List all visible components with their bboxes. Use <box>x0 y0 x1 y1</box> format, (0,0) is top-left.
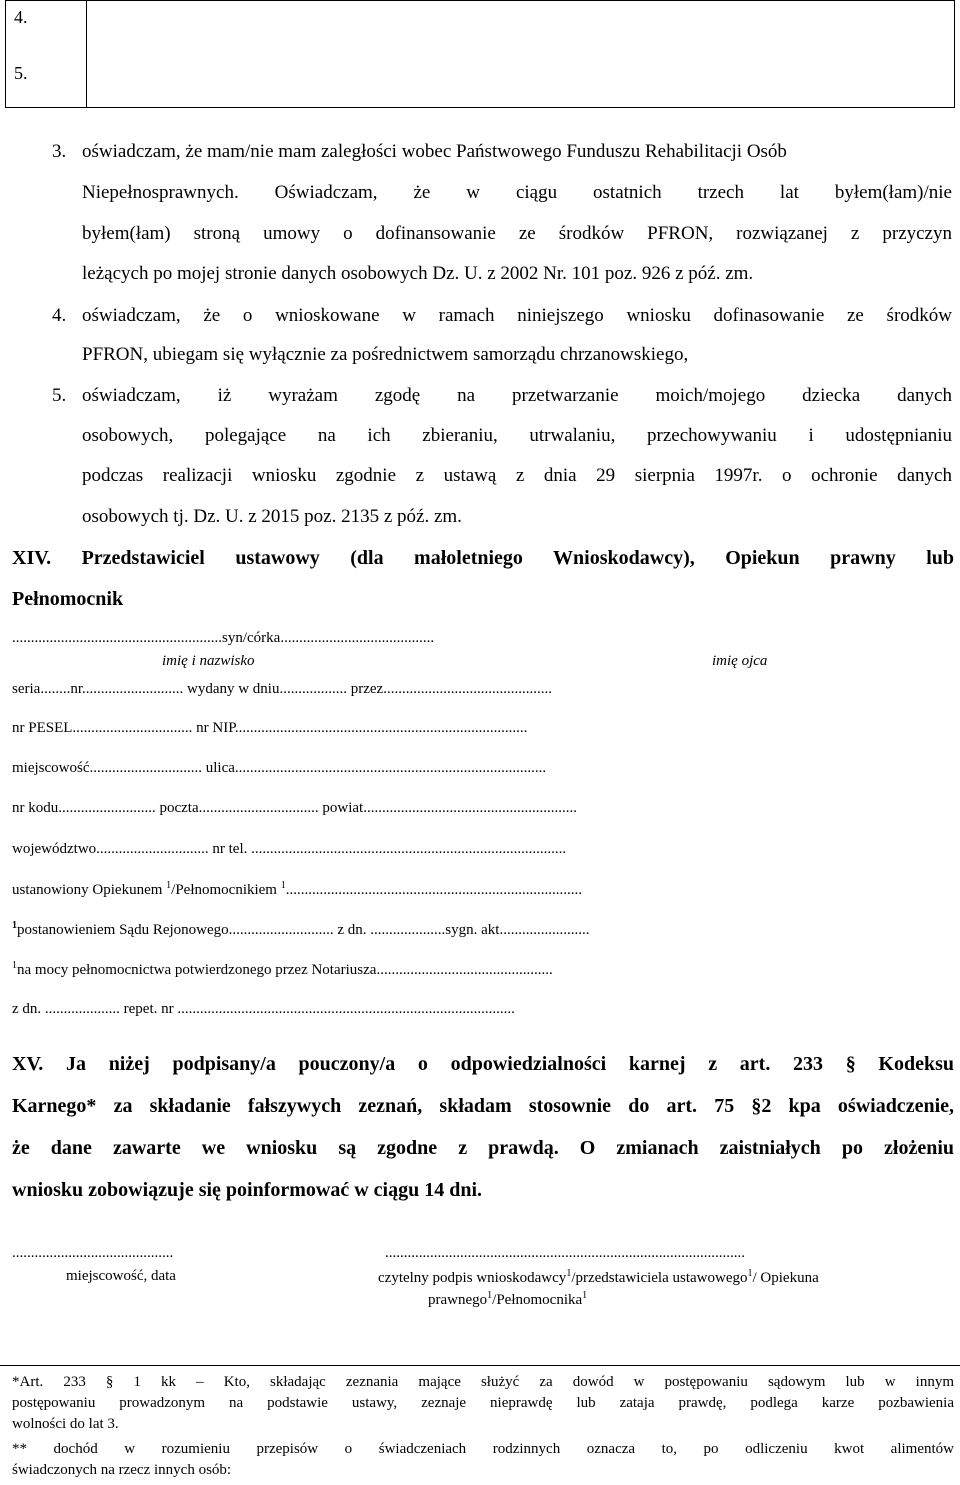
section-xiv-heading-cont: Pełnomocnik <box>12 588 124 610</box>
item5-line1: oświadczam, iż wyrażam zgodę na przetwarzanie moich/mojego dziecka danych <box>82 385 952 406</box>
item5-number: 5. <box>52 385 67 406</box>
label-name: imię i nazwisko <box>162 653 255 669</box>
form-province-row: województwo.............................. nr tel. .................................................................................... <box>12 841 567 857</box>
item5-line4: osobowych tj. Dz. U. z 2015 poz. 2135 z póź. zm. <box>82 506 462 527</box>
form-court-row: $^1$postanowieniem Sądu Rejonowego............................ z dn. ....................sygn. akt........................ <box>12 920 590 938</box>
form-guardian-row: ustanowiony Opiekunem $^1$/Pełnomocnikiem $^1$............................................................................... <box>12 880 582 898</box>
box-number-4: 4. <box>14 7 28 27</box>
form-postal-row: nr kodu.......................... poczta................................ powiat......................................................... <box>12 800 577 816</box>
form-address-row: miejscowość.............................. ulica................................................................................... <box>12 760 547 776</box>
signature-dots-right: ................................................................................................ <box>385 1245 745 1261</box>
item4-number: 4. <box>52 305 67 326</box>
section-xiv-heading: XIV. Przedstawiciel ustawowy (dla małoletniego Wnioskodawcy), Opiekun prawny lub <box>12 547 954 569</box>
label-signature-line1: czytelny podpis wnioskodawcy$^1$/przedstawiciela ustawowego$^1$/ Opiekuna <box>378 1268 819 1286</box>
section-xv-line2: Karnego* za składanie fałszywych zeznań, składam stosownie do art. 75 §2 kpa oświadczenie, <box>12 1095 954 1117</box>
form-notary-row: $^1$na mocy pełnomocnictwa potwierdzonego przez Notariusza............................................... <box>12 960 553 978</box>
top-box <box>5 0 955 108</box>
section-xv-line3: że dane zawarte we wniosku są zgodne z prawdą. O zmianach zaistniałych po złożeniu <box>12 1137 954 1159</box>
item5-line3: podczas realizacji wniosku zgodnie z ustawą z dnia 29 sierpnia 1997r. o ochronie danych <box>82 465 952 486</box>
footnote-divider <box>0 1365 960 1366</box>
signature-dots-left: ........................................... <box>12 1245 174 1261</box>
item3-number: 3. <box>52 141 67 162</box>
form-repertory-row: z dn. .................... repet. nr .......................................................................................... <box>12 1001 515 1017</box>
label-father-name: imię ojca <box>712 653 768 669</box>
section-xv-line1: XV. Ja niżej podpisany/a pouczony/a o odpowiedzialności karnej z art. 233 § Kodeksu <box>12 1053 954 1075</box>
section-xv-line4: wniosku zobowiązuje się poinformować w ciągu 14 dni. <box>12 1179 483 1201</box>
form-id-row: seria........nr........................... wydany w dniu.................. przez............................................. <box>12 681 552 697</box>
footnote-1-line2: postępowaniu prowadzonym na podstawie ustawy, zeznaje nieprawdę lub zataja prawdę, podlega karze pozbawienia <box>12 1395 954 1411</box>
item3-line3: byłem(łam) stroną umowy o dofinansowanie ze środków PFRON, rozwiązanej z przyczyn <box>82 223 952 244</box>
form-name-row: ........................................................syn/córka......................................... <box>12 630 435 646</box>
label-signature-line2: prawnego$^1$/Pełnomocnika$^1$ <box>428 1290 588 1308</box>
item4-line2: PFRON, ubiegam się wyłącznie za pośrednictwem samorządu chrzanowskiego, <box>82 344 689 365</box>
item5-line2: osobowych, polegające na ich zbieraniu, utrwalaniu, przechowywaniu i udostępnianiu <box>82 425 952 446</box>
box-number-5: 5. <box>14 63 28 83</box>
label-place-date: miejscowość, data <box>66 1268 176 1284</box>
item4-line1: oświadczam, że o wnioskowane w ramach niniejszego wniosku dofinasowanie ze środków <box>82 305 952 326</box>
item3-line2: Niepełnosprawnych. Oświadczam, że w ciągu ostatnich trzech lat byłem(łam)/nie <box>82 182 952 203</box>
item3-line4: leżących po mojej stronie danych osobowych Dz. U. z 2002 Nr. 101 poz. 926 z póź. zm. <box>82 263 754 284</box>
footnote-1-line3: wolności do lat 3. <box>12 1416 119 1432</box>
box-divider <box>86 1 87 107</box>
footnote-2-line1: ** dochód w rozumieniu przepisów o świadczeniach rodzinnych oznacza to, po odliczeniu kwot alimentów <box>12 1441 954 1457</box>
footnote-1-line1: *Art. 233 § 1 kk – Kto, składając zeznania mające służyć za dowód w postępowaniu sądowym lub w innym <box>12 1374 954 1390</box>
form-pesel-row: nr PESEL................................ nr NIP.............................................................................. <box>12 720 528 736</box>
item3-line1: oświadczam, że mam/nie mam zaległości wobec Państwowego Funduszu Rehabilitacji Osób <box>82 141 787 162</box>
footnote-2-line2: świadczonych na rzecz innych osób: <box>12 1462 232 1478</box>
